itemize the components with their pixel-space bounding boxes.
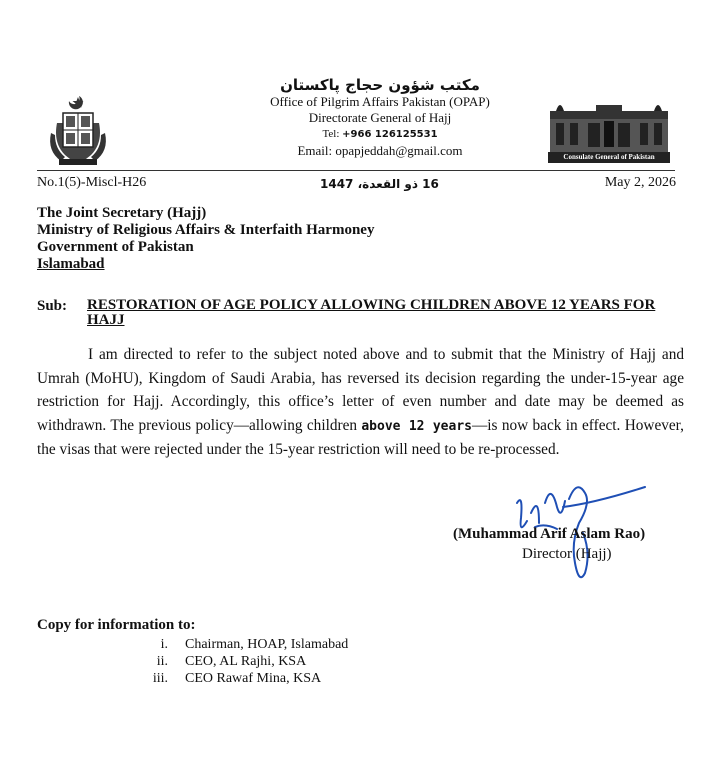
body-part-1: I am directed to refer to the subject noted above and to submit that the Ministry of Hajj and Umrah (MoHU), Kingdom of Saudi Arabia, has reversed its decision regarding the under-15-year age restriction for Hajj. Accordingly, this office’s letter of even number and date may be deemed as withdrawn. The previous policy—allowing children: [37, 346, 684, 434]
header-divider: [37, 170, 675, 171]
tel-number: +966 126125531: [342, 129, 438, 140]
addressee-line-2: Ministry of Religious Affairs & Interfaith Harmoney: [37, 222, 375, 238]
reference-number: No.1(5)-Miscl-H26: [37, 175, 147, 190]
body-bold: above 12 years: [361, 418, 472, 434]
email-address: opapjeddah@gmail.com: [335, 143, 463, 158]
addressee-block: [37, 205, 374, 273]
hijri-date: 16 ذو القعدة، 1447: [320, 177, 439, 191]
state-emblem: [45, 93, 111, 169]
list-item: [132, 670, 348, 687]
subject-label: Sub:: [37, 298, 68, 314]
addressee-line-4: Islamabad: [37, 256, 105, 272]
email-label: Email:: [297, 143, 333, 158]
email: [200, 143, 560, 159]
list-item: [132, 636, 348, 653]
letterhead: [200, 77, 560, 159]
list-item: [132, 653, 348, 670]
copy-heading: Copy for information to:: [37, 617, 196, 633]
directorate-name: Directorate General of Hajj: [308, 110, 452, 125]
building-caption: Consulate General of Pakistan: [548, 152, 670, 163]
list-text: CEO Rawaf Mina, KSA: [185, 671, 322, 686]
office-name: Office of Pilgrim Affairs Pakistan (OPAP): [270, 94, 490, 109]
addressee-line-1: The Joint Secretary (Hajj): [37, 205, 207, 221]
subject-text: RESTORATION OF AGE POLICY ALLOWING CHILDREN ABOVE 12 YEARS FOR HAJJ: [87, 297, 656, 328]
tel-label: Tel:: [322, 128, 340, 140]
letter-body: [37, 343, 684, 462]
letter-date: May 2, 2026: [604, 175, 676, 190]
list-number: ii.: [156, 654, 168, 669]
list-text: CEO, AL Rajhi, KSA: [185, 654, 307, 669]
copy-list: [132, 636, 348, 687]
body-part-2: —is now back in effect. However, the visas that were rejected under the 15-year restriction will need to be re-processed.: [37, 416, 684, 458]
list-number: i.: [160, 637, 168, 652]
consulate-building-image: [548, 97, 670, 163]
addressee-line-3: Government of Pakistan: [37, 239, 194, 255]
signatory-designation: Director (Hajj): [522, 546, 612, 562]
list-text: Chairman, HOAP, Islamabad: [185, 637, 349, 652]
list-number: iii.: [152, 671, 168, 686]
signatory-name: (Muhammad Arif Aslam Rao): [453, 526, 646, 542]
urdu-title: مکتب شؤون حجاج پاکستان: [280, 76, 480, 94]
telephone: [200, 126, 560, 143]
